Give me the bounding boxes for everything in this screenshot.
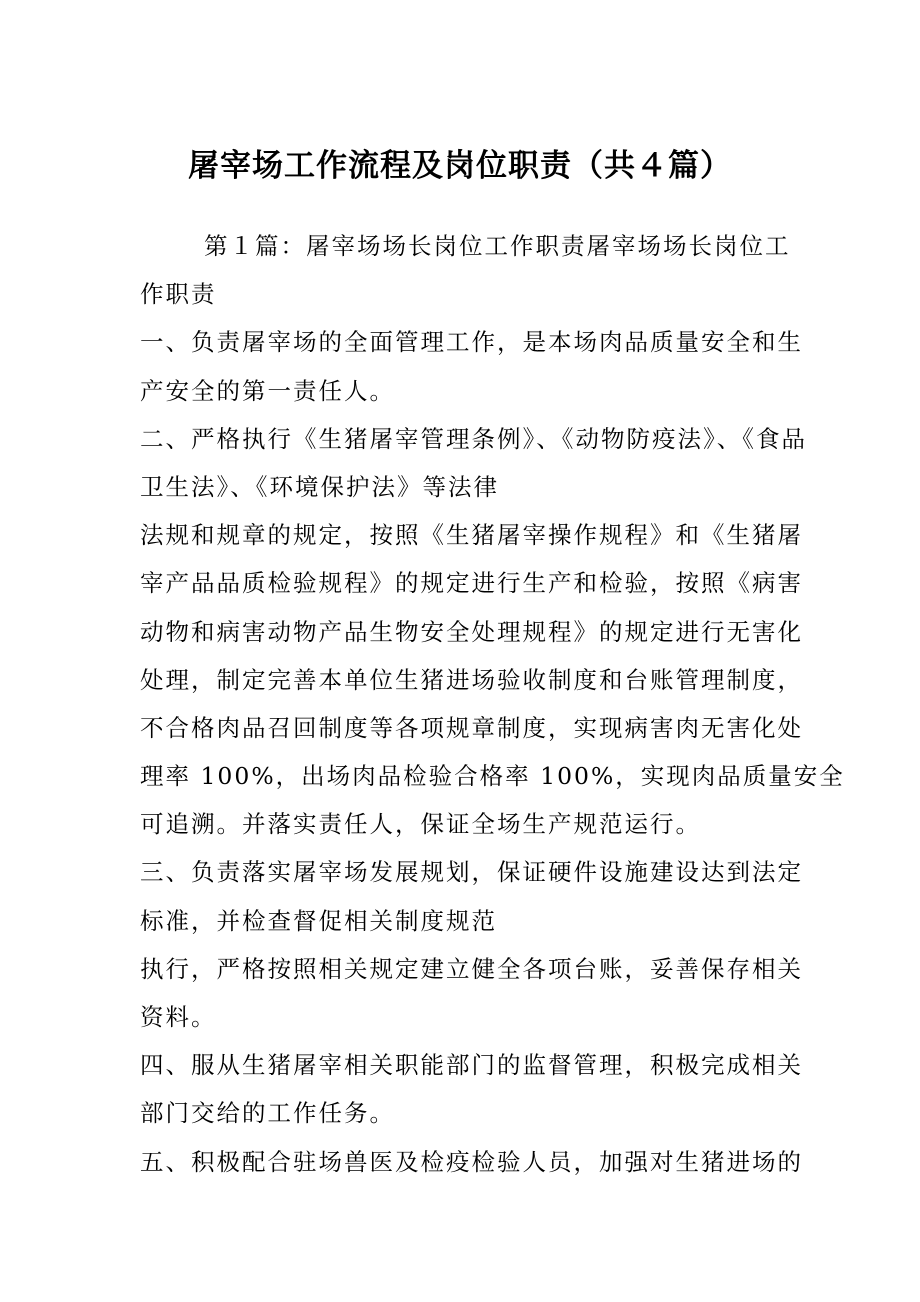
paragraph-line: 部门交给的工作任务。 (140, 1099, 395, 1128)
paragraph-line: 作职责 (140, 280, 217, 309)
document-body (140, 222, 845, 1186)
paragraph-line: 卫生法》、《环境保护法》等法律 (140, 472, 499, 501)
paragraph-line: 二、严格执行《生猪屠宰管理条例》、《动物防疫法》、《食品 (140, 424, 807, 453)
paragraph-line: 四、服从生猪屠宰相关职能部门的监督管理，积极完成相关 (140, 1051, 803, 1080)
paragraph-line: 第１篇：屠宰场场长岗位工作职责屠宰场场长岗位工 (204, 232, 791, 260)
paragraph-line: 一、负责屠宰场的全面管理工作，是本场肉品质量安全和生 (140, 328, 803, 357)
document-title: 屠宰场工作流程及岗位职责（共４篇） (188, 148, 732, 184)
paragraph-line: 五、积极配合驻场兽医及检疫检验人员，加强对生猪进场的 (140, 1147, 803, 1176)
paragraph-line: 产安全的第一责任人。 (140, 376, 395, 405)
paragraph-line: 标准，并检查督促相关制度规范 (140, 906, 497, 935)
paragraph-line: 理率 100%，出场肉品检验合格率 100%，实现肉品质量安全 (140, 762, 845, 791)
paragraph-line: 资料。 (140, 1003, 217, 1031)
paragraph-line: 处理，制定完善本单位生猪进场验收制度和台账管理制度， (140, 665, 803, 694)
paragraph-line: 执行，严格按照相关规定建立健全各项台账，妥善保存相关 (140, 954, 803, 983)
paragraph-line: 不合格肉品召回制度等各项规章制度，实现病害肉无害化处 (140, 713, 803, 742)
paragraph-line: 宰产品品质检验规程》的规定进行生产和检验，按照《病害 (140, 569, 803, 598)
paragraph-line: 动物和病害动物产品生物安全处理规程》的规定进行无害化 (140, 617, 803, 646)
paragraph-line: 三、负责落实屠宰场发展规划，保证硬件设施建设达到法定 (140, 858, 803, 887)
paragraph-line: 法规和规章的规定，按照《生猪屠宰操作规程》和《生猪屠 (140, 521, 803, 550)
paragraph-line: 可追溯。并落实责任人，保证全场生产规范运行。 (140, 810, 701, 839)
